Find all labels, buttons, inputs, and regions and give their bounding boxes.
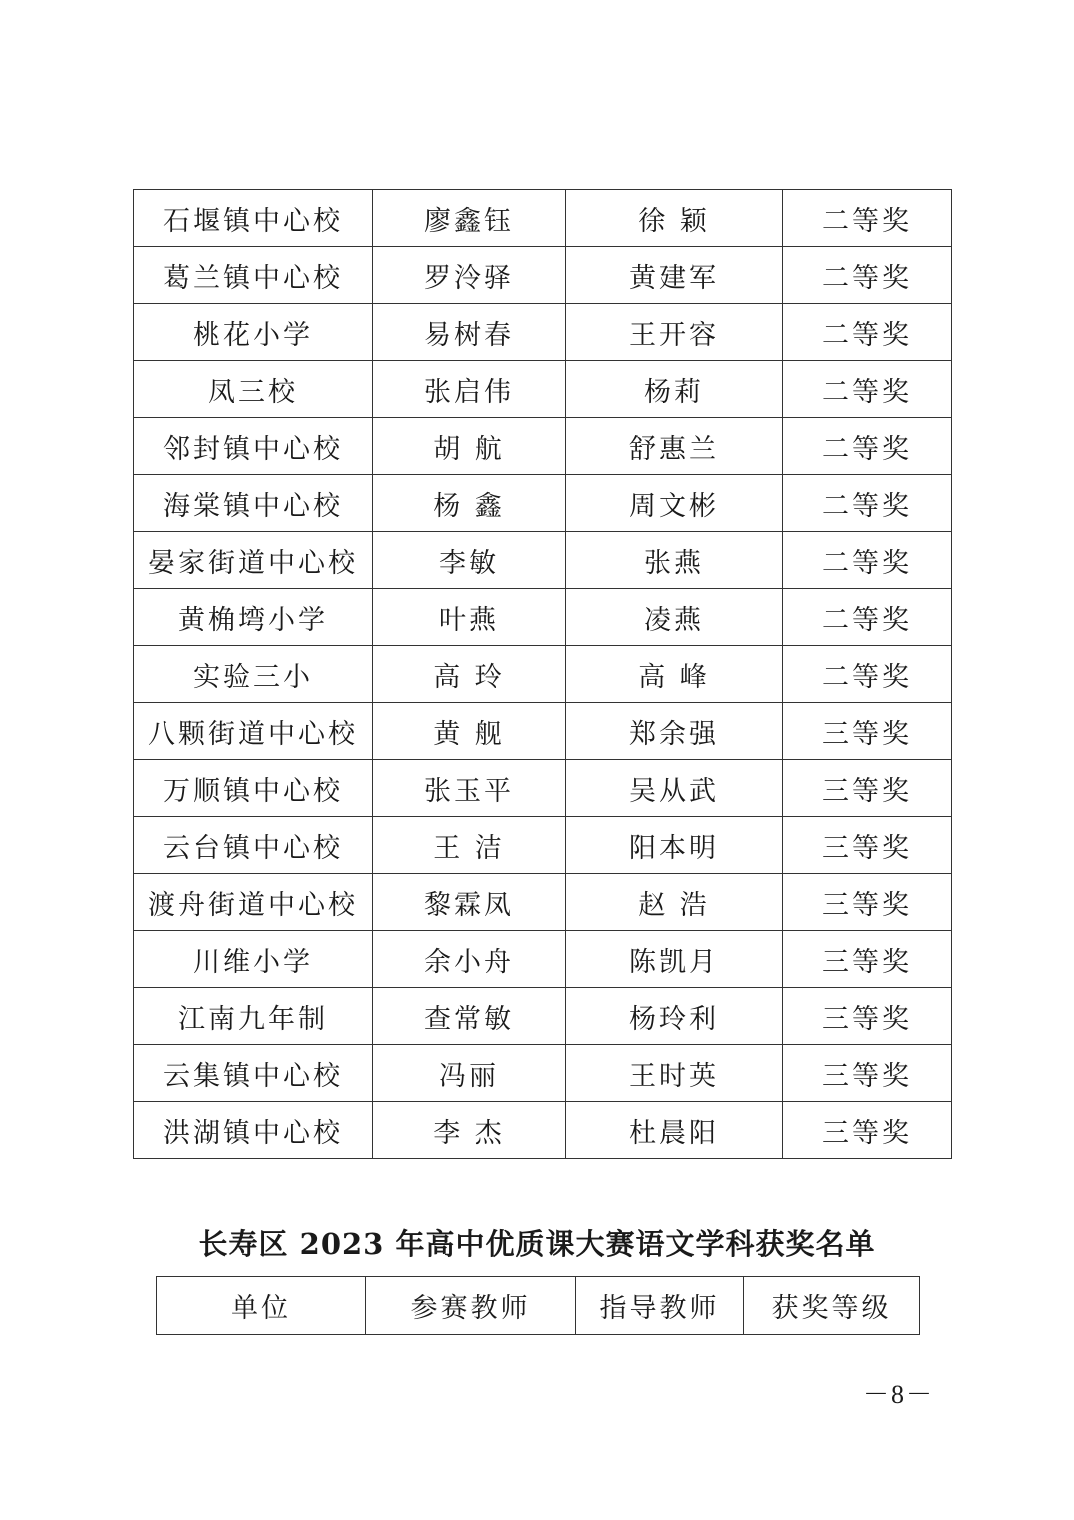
unit-cell: 桃花小学 [134,304,373,361]
unit-cell: 云台镇中心校 [134,817,373,874]
teacher-cell: 廖鑫钰 [373,190,566,247]
table-row [134,589,952,646]
header-cell-advisor: 指导教师 [576,1277,744,1335]
award-level-cell: 三等奖 [783,703,952,760]
teacher-cell: 杨 鑫 [373,475,566,532]
teacher-cell: 冯丽 [373,1045,566,1102]
table-row [134,361,952,418]
award-level-cell: 二等奖 [783,475,952,532]
award-level-cell: 三等奖 [783,931,952,988]
unit-cell: 江南九年制 [134,988,373,1045]
advisor-cell: 徐 颖 [566,190,783,247]
unit-cell: 云集镇中心校 [134,1045,373,1102]
award-level-cell: 三等奖 [783,1102,952,1159]
header-cell-teacher: 参赛教师 [366,1277,576,1335]
table-row [134,475,952,532]
table-row [134,988,952,1045]
table-row [134,817,952,874]
table-row [134,931,952,988]
table-row [134,190,952,247]
advisor-cell: 黄建军 [566,247,783,304]
table-row [134,874,952,931]
advisor-cell: 杨玲利 [566,988,783,1045]
award-level-cell: 三等奖 [783,1045,952,1102]
unit-cell: 洪湖镇中心校 [134,1102,373,1159]
award-table [133,189,952,1159]
advisor-cell: 阳本明 [566,817,783,874]
page-number: －8－ [862,1380,934,1409]
teacher-cell: 罗泠驿 [373,247,566,304]
header-cell-award-level: 获奖等级 [744,1277,920,1335]
header-row [157,1277,920,1335]
award-level-cell: 二等奖 [783,361,952,418]
unit-cell: 葛兰镇中心校 [134,247,373,304]
award-level-cell: 二等奖 [783,646,952,703]
unit-cell: 渡舟街道中心校 [134,874,373,931]
advisor-cell: 王时英 [566,1045,783,1102]
teacher-cell: 张玉平 [373,760,566,817]
advisor-cell: 高 峰 [566,646,783,703]
unit-cell: 邻封镇中心校 [134,418,373,475]
unit-cell: 石堰镇中心校 [134,190,373,247]
award-level-cell: 三等奖 [783,760,952,817]
teacher-cell: 黎霖凤 [373,874,566,931]
award-level-cell: 三等奖 [783,988,952,1045]
teacher-cell: 易树春 [373,304,566,361]
table-row [134,1102,952,1159]
table-row [134,760,952,817]
award-level-cell: 三等奖 [783,817,952,874]
unit-cell: 凤三校 [134,361,373,418]
award-table-body [134,190,952,1159]
table-row [134,532,952,589]
teacher-cell: 李 杰 [373,1102,566,1159]
section-title: 长寿区 2023 年高中优质课大赛语文学科获奖名单 [198,1227,876,1261]
teacher-cell: 余小舟 [373,931,566,988]
teacher-cell: 叶燕 [373,589,566,646]
teacher-cell: 高 玲 [373,646,566,703]
table-row [134,703,952,760]
advisor-cell: 杨莉 [566,361,783,418]
award-level-cell: 二等奖 [783,418,952,475]
header-cell-unit: 单位 [157,1277,366,1335]
advisor-cell: 陈凯月 [566,931,783,988]
table-row [134,418,952,475]
unit-cell: 实验三小 [134,646,373,703]
advisor-cell: 张燕 [566,532,783,589]
teacher-cell: 李敏 [373,532,566,589]
award-level-cell: 二等奖 [783,532,952,589]
advisor-cell: 杜晨阳 [566,1102,783,1159]
high-school-award-table-header [156,1276,920,1335]
advisor-cell: 王开容 [566,304,783,361]
advisor-cell: 郑余强 [566,703,783,760]
table-row [134,646,952,703]
award-level-cell: 三等奖 [783,874,952,931]
table-row [134,1045,952,1102]
teacher-cell: 张启伟 [373,361,566,418]
award-level-cell: 二等奖 [783,247,952,304]
unit-cell: 黄桷塆小学 [134,589,373,646]
teacher-cell: 黄 舰 [373,703,566,760]
award-level-cell: 二等奖 [783,304,952,361]
advisor-cell: 吴从武 [566,760,783,817]
advisor-cell: 赵 浩 [566,874,783,931]
award-level-cell: 二等奖 [783,589,952,646]
unit-cell: 川维小学 [134,931,373,988]
unit-cell: 八颗街道中心校 [134,703,373,760]
advisor-cell: 凌燕 [566,589,783,646]
advisor-cell: 舒惠兰 [566,418,783,475]
advisor-cell: 周文彬 [566,475,783,532]
teacher-cell: 胡 航 [373,418,566,475]
award-level-cell: 二等奖 [783,190,952,247]
table-row [134,247,952,304]
teacher-cell: 查常敏 [373,988,566,1045]
table-row [134,304,952,361]
teacher-cell: 王 洁 [373,817,566,874]
unit-cell: 晏家街道中心校 [134,532,373,589]
unit-cell: 万顺镇中心校 [134,760,373,817]
unit-cell: 海棠镇中心校 [134,475,373,532]
